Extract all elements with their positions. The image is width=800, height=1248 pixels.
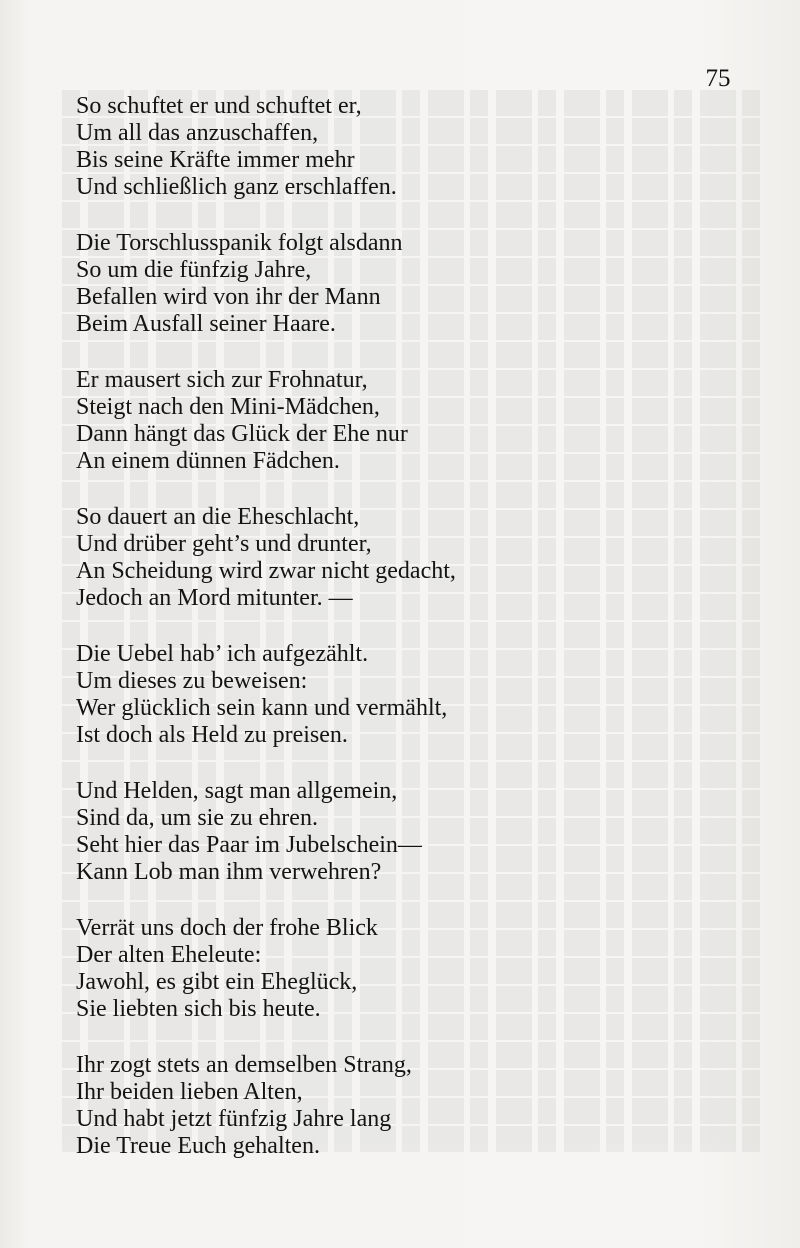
- stanza: [76, 93, 596, 201]
- stanza: [76, 1052, 596, 1160]
- poem-line: Er mausert sich zur Frohnatur,: [76, 367, 368, 393]
- poem-line: Steigt nach den Mini-Mädchen,: [76, 394, 380, 420]
- stanza: [76, 778, 596, 886]
- page-number: 75: [705, 65, 731, 92]
- poem-line: Die Treue Euch gehalten.: [76, 1133, 320, 1159]
- poem-line: Jedoch an Mord mitunter. —: [76, 585, 353, 611]
- poem-line: Die Uebel hab’ ich aufgezählt.: [76, 641, 369, 667]
- poem-line: Ihr beiden lieben Alten,: [76, 1079, 303, 1105]
- stanza: [76, 367, 596, 475]
- poem-line: Kann Lob man ihm verwehren?: [76, 859, 382, 885]
- stanza: [76, 230, 596, 338]
- poem-line: Und drüber geht’s und drunter,: [76, 531, 372, 557]
- poem-line: Befallen wird von ihr der Mann: [76, 284, 381, 310]
- poem-line: Die Torschlusspanik folgt alsdann: [76, 230, 403, 256]
- stanza: [76, 504, 596, 612]
- poem-line: Der alten Eheleute:: [76, 942, 262, 968]
- poem-line: Jawohl, es gibt ein Eheglück,: [76, 969, 358, 995]
- poem-line: An einem dünnen Fädchen.: [76, 448, 340, 474]
- poem-line: Sind da, um sie zu ehren.: [76, 805, 318, 831]
- poem-line: Beim Ausfall seiner Haare.: [76, 311, 336, 337]
- poem: [76, 93, 596, 1189]
- poem-line: Bis seine Kräfte immer mehr: [76, 147, 355, 173]
- poem-line: Wer glücklich sein kann und vermählt,: [76, 695, 448, 721]
- poem-line: Sie liebten sich bis heute.: [76, 996, 321, 1022]
- poem-line: So um die fünfzig Jahre,: [76, 257, 312, 283]
- poem-line: Ihr zogt stets an demselben Strang,: [76, 1052, 412, 1078]
- poem-line: Dann hängt das Glück der Ehe nur: [76, 421, 408, 447]
- poem-line: An Scheidung wird zwar nicht gedacht,: [76, 558, 456, 584]
- poem-line: So schuftet er und schuftet er,: [76, 93, 362, 119]
- poem-line: Ist doch als Held zu preisen.: [76, 722, 348, 748]
- poem-line: Verrät uns doch der frohe Blick: [76, 915, 378, 941]
- poem-line: Und Helden, sagt man allgemein,: [76, 778, 398, 804]
- poem-line: So dauert an die Eheschlacht,: [76, 504, 360, 530]
- poem-line: Um dieses zu beweisen:: [76, 668, 308, 694]
- stanza: [76, 915, 596, 1023]
- stanza: [76, 641, 596, 749]
- poem-line: Seht hier das Paar im Jubelschein—: [76, 832, 422, 858]
- poem-line: Und schließlich ganz erschlaffen.: [76, 174, 397, 200]
- poem-line: Und habt jetzt fünfzig Jahre lang: [76, 1106, 392, 1132]
- poem-line: Um all das anzuschaffen,: [76, 120, 319, 146]
